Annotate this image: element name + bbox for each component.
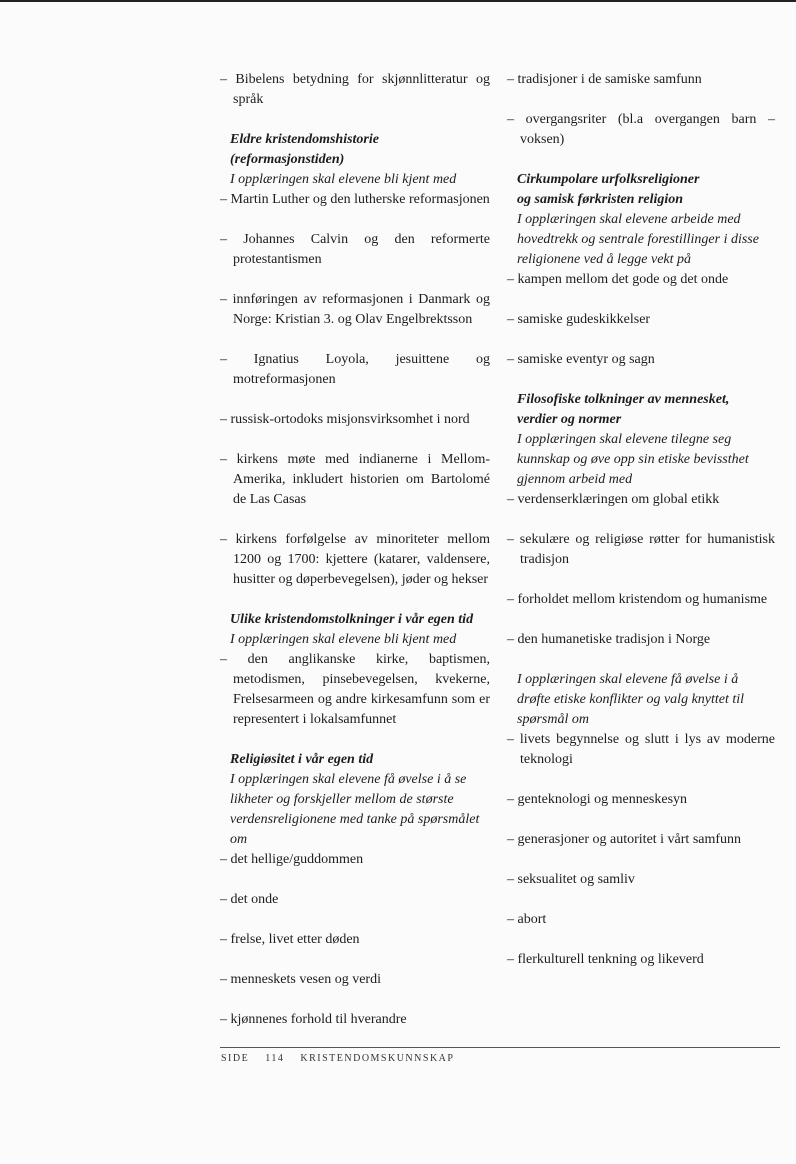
spacer — [220, 510, 490, 530]
list-item: – menneskets vesen og verdi — [220, 972, 381, 987]
section-heading: verdier og normer — [517, 412, 622, 427]
list-item: – Ignatius Loyola, jesuittene og motreformasjonen — [220, 352, 490, 387]
left-column — [220, 70, 490, 1030]
spacer — [220, 590, 490, 610]
spacer — [220, 110, 490, 130]
section-intro: I opplæringen skal elevene få øvelse i å drøfte etiske konflikter og valg knyttet til spørsmål om — [517, 672, 745, 727]
list-item: – kirkens forfølgelse av minoriteter mellom 1200 og 1700: kjettere (katarer, valdensere, husitter og døperbevegelsen), jøder og hekser — [220, 532, 490, 587]
list-item: – sekulære og religiøse røtter for humanistisk tradisjon — [507, 532, 775, 567]
footer-section: KRISTENDOMSKUNNSKAP — [300, 1053, 455, 1064]
list-item: – Johannes Calvin og den reformerte protestantismen — [220, 232, 490, 267]
section-heading: Ulike kristendomstolkninger i vår egen tid — [230, 612, 474, 627]
spacer — [507, 150, 775, 170]
spacer — [507, 770, 775, 790]
list-item: – genteknologi og menneskesyn — [507, 792, 688, 807]
list-item: – Martin Luther og den lutherske reformasjonen — [220, 192, 490, 207]
list-item: – Bibelens betydning for skjønnlitteratur og språk — [220, 72, 490, 107]
spacer — [507, 330, 775, 350]
spacer — [220, 330, 490, 350]
list-item: – kampen mellom det gode og det onde — [507, 272, 729, 287]
spacer — [507, 510, 775, 530]
section-intro: I opplæringen skal elevene arbeide med hovedtrekk og sentrale forestillinger i disse religionene ved å legge vekt på — [517, 212, 759, 267]
list-item: – seksualitet og samliv — [507, 872, 635, 887]
spacer — [220, 990, 490, 1010]
list-item: – abort — [507, 912, 547, 927]
spacer — [507, 650, 775, 670]
spacer — [220, 430, 490, 450]
list-item: – kirkens møte med indianerne i Mellom-Amerika, inkludert historien om Bartolomé de Las Casas — [220, 452, 490, 507]
list-item: – samiske eventyr og sagn — [507, 352, 655, 367]
spacer — [220, 270, 490, 290]
right-column — [507, 70, 775, 970]
list-item: – flerkulturell tenkning og likeverd — [507, 952, 704, 967]
spacer — [220, 210, 490, 230]
list-item: – frelse, livet etter døden — [220, 932, 360, 947]
list-item: – forholdet mellom kristendom og humanisme — [507, 592, 768, 607]
spacer — [507, 370, 775, 390]
page-footer — [221, 1053, 466, 1064]
list-item: – den humanetiske tradisjon i Norge — [507, 632, 711, 647]
list-item: – livets begynnelse og slutt i lys av moderne teknologi — [507, 732, 775, 767]
spacer — [507, 930, 775, 950]
top-edge-rule — [0, 0, 796, 2]
section-heading: (reformasjonstiden) — [230, 152, 345, 167]
spacer — [507, 890, 775, 910]
spacer — [507, 810, 775, 830]
list-item: – russisk-ortodoks misjonsvirksomhet i nord — [220, 412, 470, 427]
list-item: – generasjoner og autoritet i vårt samfunn — [507, 832, 742, 847]
section-heading: Cirkumpolare urfolksreligioner — [517, 172, 700, 187]
footer-rule — [220, 1047, 780, 1048]
spacer — [507, 90, 775, 110]
footer-page-number: 114 — [265, 1053, 285, 1064]
spacer — [507, 570, 775, 590]
spacer — [220, 730, 490, 750]
list-item: – overgangsriter (bl.a overgangen barn – voksen) — [507, 112, 775, 147]
spacer — [507, 290, 775, 310]
section-intro: I opplæringen skal elevene bli kjent med — [230, 172, 457, 187]
section-intro: I opplæringen skal elevene tilegne seg kunnskap og øve opp sin etiske bevissthet gjennom arbeid med — [517, 432, 749, 487]
section-intro: I opplæringen skal elevene få øvelse i å se likheter og forskjeller mellom de største verdensreligionene med tanke på spørsmålet om — [230, 772, 480, 847]
section-intro: I opplæringen skal elevene bli kjent med — [230, 632, 457, 647]
list-item: – den anglikanske kirke, baptismen, metodismen, pinsebevegelsen, kvekerne, Frelsesarmeen og andre kirkesamfunn som er representert i lokalsamfunnet — [220, 652, 490, 727]
section-heading: Eldre kristendomshistorie — [230, 132, 379, 147]
spacer — [220, 390, 490, 410]
list-item: – tradisjoner i de samiske samfunn — [507, 72, 702, 87]
section-heading: og samisk førkristen religion — [517, 192, 684, 207]
list-item: – det onde — [220, 892, 279, 907]
section-heading: Filosofiske tolkninger av mennesket, — [517, 392, 730, 407]
list-item: – verdenserklæringen om global etikk — [507, 492, 720, 507]
spacer — [220, 870, 490, 890]
spacer — [507, 610, 775, 630]
list-item: – kjønnenes forhold til hverandre — [220, 1012, 407, 1027]
footer-side-label: SIDE — [221, 1053, 250, 1064]
spacer — [220, 910, 490, 930]
spacer — [507, 850, 775, 870]
spacer — [220, 950, 490, 970]
section-heading: Religiøsitet i vår egen tid — [230, 752, 374, 767]
list-item: – innføringen av reformasjonen i Danmark og Norge: Kristian 3. og Olav Engelbrektsson — [220, 292, 490, 327]
list-item: – det hellige/guddommen — [220, 852, 364, 867]
list-item: – samiske gudeskikkelser — [507, 312, 651, 327]
